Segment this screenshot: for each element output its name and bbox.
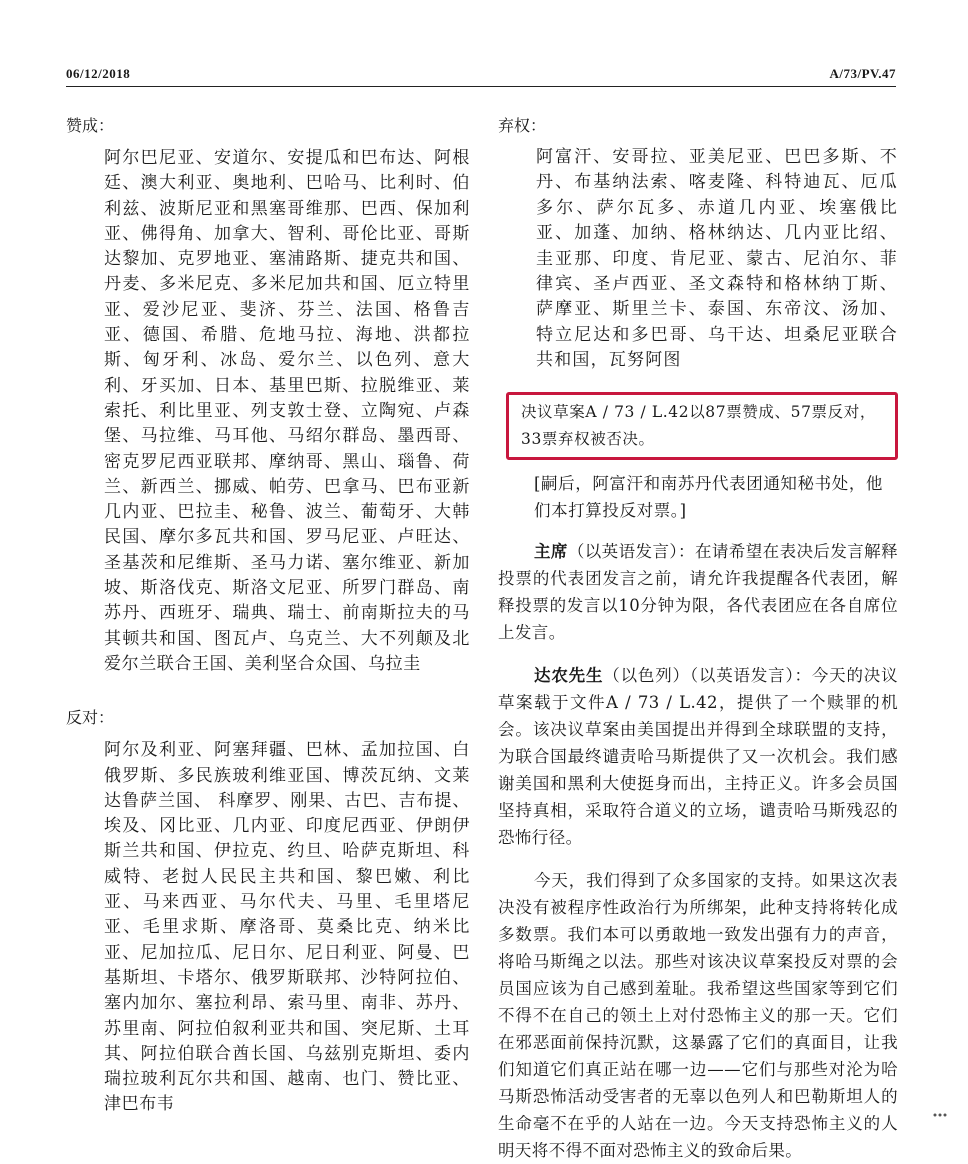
- president-speaker: 主席: [534, 541, 568, 561]
- danon-language: （以英语发言）: [689, 665, 795, 685]
- president-text: ：在请希望在表决后发言解释投票的代表团发言之前，请允许我提醒各代表团，解释投票的发言以10分钟为限，各代表团应在各自席位上发言。: [498, 541, 898, 642]
- danon-text: ：今天的决议草案载于文件A / 73 / L.42，提供了一个赎罪的机会。该决议草案由美国提出并得到全球联盟的支持，为联合国最终谴责哈马斯提供了又一次机会。我们感谢美国和黑利大使挺身而出，主持正义。许多会员国坚持真相，采取符合道义的立场，谴责哈马斯残忍的恐怖行径。: [498, 665, 899, 847]
- vote-result-highlight: [506, 392, 898, 460]
- bracket-note: [嗣后，阿富汗和南苏丹代表团通知秘书处，他们本打算投反对票。]: [534, 473, 884, 520]
- danon-statement: [498, 662, 898, 851]
- danon-speaker: 达农先生: [534, 665, 604, 685]
- left-column: [66, 112, 470, 1118]
- president-language: （以英语发言）: [567, 541, 679, 561]
- header-rule: [66, 86, 896, 87]
- header-document-symbol: A/73/PV.47: [829, 66, 896, 81]
- abstaining-label: 弃权：: [498, 116, 547, 135]
- against-countries: 阿尔及利亚、阿塞拜疆、巴林、孟加拉国、白俄罗斯、多民族玻利维亚国、博茨瓦纳、文莱达鲁萨兰国、 科摩罗、刚果、古巴、吉布提、埃及、冈比亚、几内亚、印度尼西亚、伊朗伊斯兰共和国、伊拉克、约旦、哈萨克斯坦、科威特、老挝人民民主共和国、黎巴嫩、利比亚、马来西亚、马尔代夫、马里、毛里塔尼亚、毛里求斯、摩洛哥、莫桑比克、纳米比亚、尼加拉瓜、尼日尔、尼日利亚、阿曼、巴基斯坦、卡塔尔、俄罗斯联邦、沙特阿拉伯、塞内加尔、塞拉利昂、索马里、南非、苏丹、苏里南、阿拉伯叙利亚共和国、突尼斯、土耳其、阿拉伯联合酋长国、乌兹别克斯坦、委内瑞拉玻利瓦尔共和国、越南、也门、赞比亚、津巴布韦: [104, 740, 470, 1115]
- against-label: 反对：: [66, 708, 115, 728]
- in-favour-label: 赞成：: [66, 116, 115, 135]
- abstaining-countries: 阿富汗、安哥拉、亚美尼亚、巴巴多斯、不丹、布基纳法索、喀麦隆、科特迪瓦、厄瓜多尔、萨尔瓦多、赤道几内亚、埃塞俄比亚、加蓬、加纳、格林纳达、几内亚比绍、圭亚那、印度、肯尼亚、蒙古、尼泊尔、菲律宾、圣卢西亚、圣文森特和格林纳丁斯、萨摩亚、斯里兰卡、泰国、东帝汶、汤加、特立尼达和多巴哥、乌干达、坦桑尼亚联合共和国，瓦努阿图: [536, 147, 898, 371]
- in-favour-countries: 阿尔巴尼亚、安道尔、安提瓜和巴布达、阿根廷、澳大利亚、奥地利、巴哈马、比利时、伯利兹、波斯尼亚和黑塞哥维那、巴西、保加利亚、佛得角、加拿大、智利、哥伦比亚、哥斯达黎加、克罗地亚、塞浦路斯、捷克共和国、丹麦、多米尼克、多米尼加共和国、厄立特里亚、爱沙尼亚、斐济、芬兰、法国、格鲁吉亚、德国、希腊、危地马拉、海地、洪都拉斯、匈牙利、冰岛、爱尔兰、以色列、意大利、牙买加、日本、基里巴斯、拉脱维亚、莱索托、利比里亚、列支敦士登、立陶宛、卢森堡、马拉维、马耳他、马绍尔群岛、墨西哥、密克罗尼西亚联邦、摩纳哥、黑山、瑙鲁、荷兰、新西兰、挪威、帕劳、巴拿马、巴布亚新几内亚、巴拉圭、秘鲁、波兰、葡萄牙、大韩民国、摩尔多瓦共和国、罗马尼亚、卢旺达、圣基茨和尼维斯、圣马力诺、塞尔维亚、新加坡、斯洛伐克、斯洛文尼亚、所罗门群岛、南苏丹、西班牙、瑞典、瑞士、前南斯拉夫的马其顿共和国、图瓦卢、乌克兰、大不列颠及北爱尔兰联合王国、美利坚合众国、乌拉圭: [104, 148, 470, 674]
- ellipsis-icon[interactable]: [932, 1107, 948, 1123]
- right-column: [498, 112, 898, 1164]
- header-date: 06/12/2018: [66, 66, 131, 81]
- danon-country: （以色列）: [603, 665, 690, 685]
- statement-paragraph-2: 今天，我们得到了众多国家的支持。如果这次表决没有被程序性政治行为所绑架，此种支持将转化成多数票。我们本可以勇敢地一致发出强有力的声音，将哈马斯绳之以法。那些对该决议草案投反对票的会员国应该为自己感到羞耻。我希望这些国家等到它们不得不在自己的领土上对付恐怖主义的那一天。它们在邪恶面前保持沉默，这暴露了它们的真面目，让我们知道它们真正站在哪一边——它们与那些对沦为哈马斯恐怖活动受害者的无辜以色列人和巴勒斯坦人的生命毫不在乎的人站在一边。今天支持恐怖主义的人明天将不得不面对恐怖主义的致命后果。: [498, 870, 898, 1160]
- president-statement: [498, 538, 898, 646]
- vote-result-text: 决议草案A / 73 / L.42以87票赞成、57票反对，33票弃权被否决。: [521, 402, 876, 448]
